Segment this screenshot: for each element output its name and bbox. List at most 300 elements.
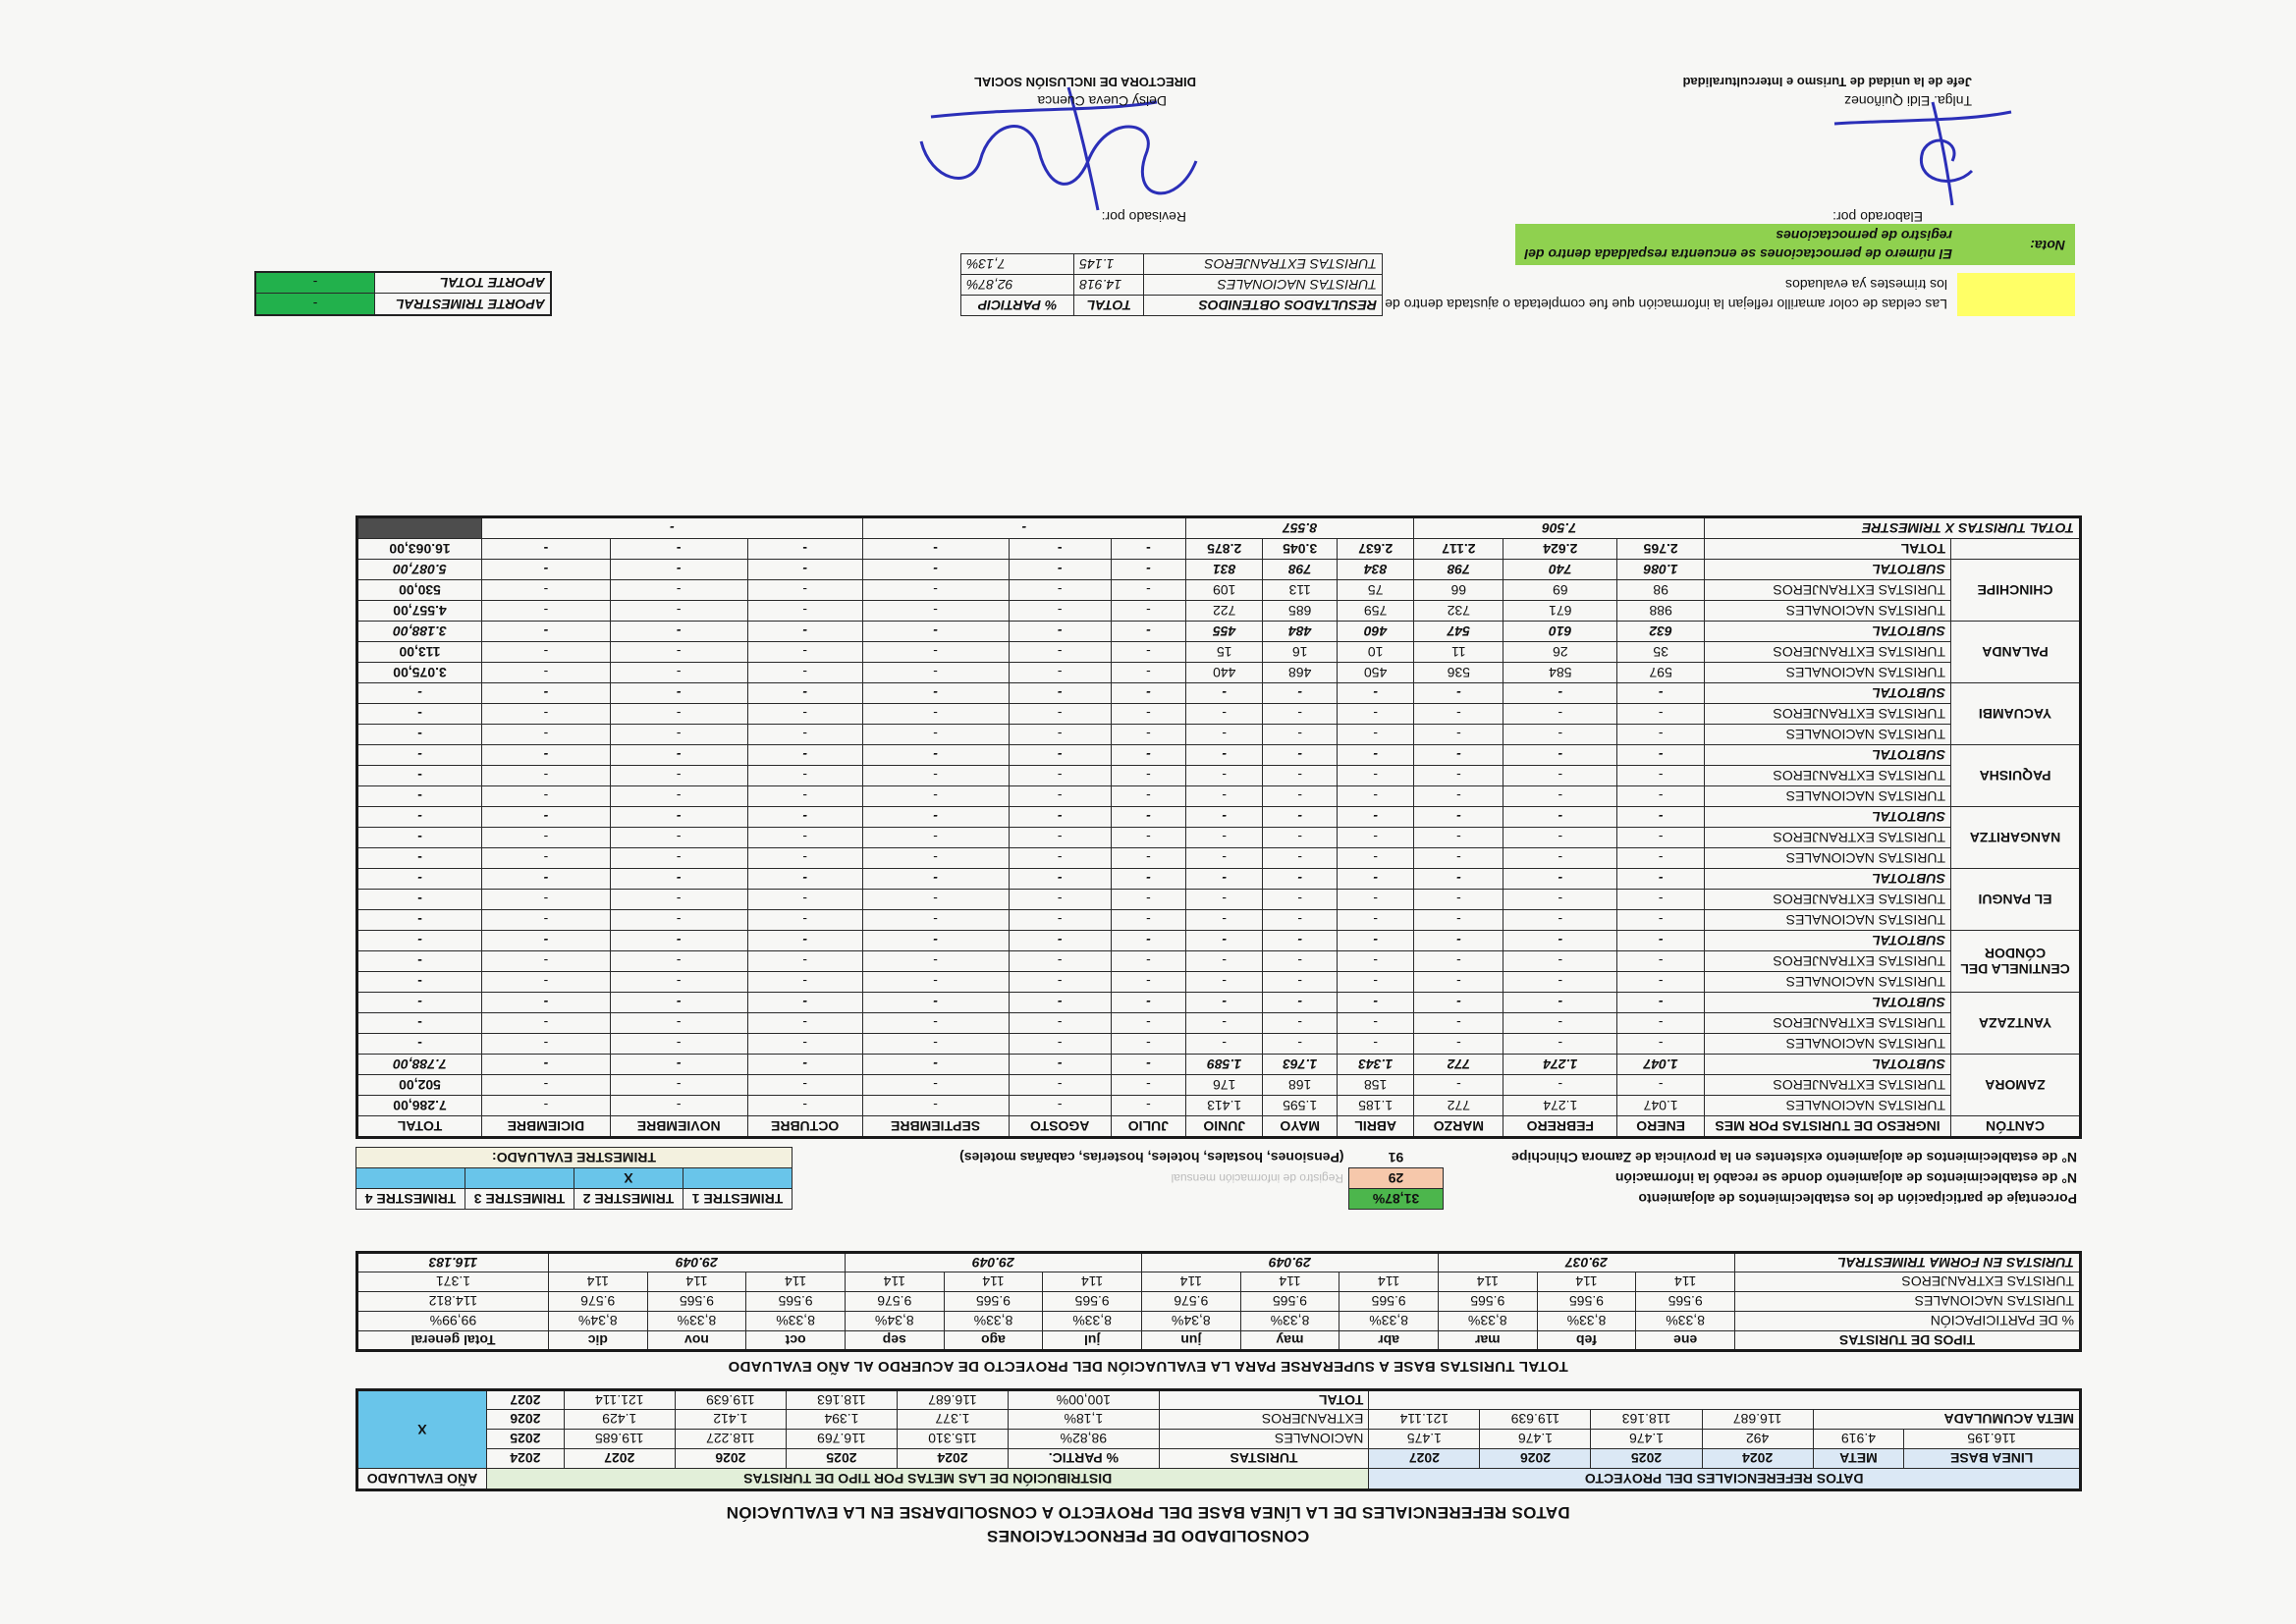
- month-cell: 740: [1503, 560, 1617, 580]
- month-cell: -: [1111, 663, 1185, 683]
- dist-cell: 116.687: [897, 1390, 1008, 1410]
- month-cell: -: [1414, 745, 1503, 766]
- month-cell: -: [1185, 890, 1263, 910]
- month-cell: -: [1111, 890, 1185, 910]
- month-cell: -: [1617, 993, 1705, 1013]
- base-cell: 114: [1636, 1272, 1735, 1292]
- month-cell: -: [747, 663, 862, 683]
- dist-cell: 1.429: [564, 1410, 675, 1430]
- month-cell: -: [862, 828, 1009, 848]
- month-cell: -: [1111, 683, 1185, 704]
- month-cell: -: [1503, 704, 1617, 725]
- base-cell: 114: [845, 1272, 944, 1292]
- row-total: 113,00: [357, 642, 482, 663]
- month-cell: -: [482, 766, 611, 786]
- month-cell: -: [1414, 766, 1503, 786]
- canton-name: CHINCHIPE: [1951, 560, 2081, 622]
- month-cell: -: [1111, 807, 1185, 828]
- month-cell: -: [747, 560, 862, 580]
- month-cell: -: [1414, 951, 1503, 972]
- month-cell: -: [862, 766, 1009, 786]
- month-cell: -: [747, 890, 862, 910]
- base-cell: 9.565: [1240, 1292, 1339, 1312]
- main-header-canton: CANTÓN: [1951, 1116, 2081, 1138]
- month-cell: 1.274: [1503, 1096, 1617, 1116]
- main-table: [355, 515, 2082, 1139]
- meta-acum-2027: 121.114: [1369, 1410, 1480, 1430]
- month-cell: -: [747, 766, 862, 786]
- month-cell: -: [482, 725, 611, 745]
- canton-row: [357, 580, 2081, 601]
- meta-2024: 492: [1702, 1430, 1813, 1449]
- month-cell: -: [1111, 745, 1185, 766]
- canton-row: [357, 663, 2081, 683]
- trimestral-label: TURISTAS EN FORMA TRIMESTRAL: [1735, 1253, 2081, 1272]
- month-cell: -: [482, 993, 611, 1013]
- year-2025: 2025: [487, 1430, 565, 1449]
- dist-col-2026: 2026: [675, 1449, 786, 1469]
- col-2027: 2027: [1369, 1449, 1480, 1469]
- month-cell: 1.274: [1503, 1055, 1617, 1075]
- month-cell: -: [747, 580, 862, 601]
- elaborado-title: Jefe de la unidad de Turismo e Interculturalidad: [1682, 75, 1972, 89]
- dist-cell: 1.377: [897, 1410, 1008, 1430]
- total-row-cell: 2.875: [1185, 539, 1263, 560]
- total-row-cell: -: [862, 539, 1009, 560]
- month-cell: -: [1111, 848, 1185, 869]
- month-cell: -: [482, 807, 611, 828]
- month-cell: -: [747, 704, 862, 725]
- row-total: -: [357, 848, 482, 869]
- trimestre-1: TRIMESTRE 1: [683, 1189, 793, 1210]
- main-header-total: TOTAL: [357, 1116, 482, 1138]
- month-cell: -: [1185, 848, 1263, 869]
- canton-row: [357, 951, 2081, 972]
- month-cell: -: [1617, 1013, 1705, 1034]
- trimestral-q4: 29.049: [548, 1253, 845, 1272]
- month-cell: 460: [1337, 622, 1413, 642]
- canton-row: [357, 1096, 2081, 1116]
- trim-row-q1: 7.506: [1414, 517, 1705, 539]
- canton-name: YACUAMBI: [1951, 683, 2081, 745]
- month-cell: 69: [1503, 580, 1617, 601]
- month-cell: -: [610, 972, 747, 993]
- base-cell: 114: [1438, 1272, 1537, 1292]
- row-type-label: TURISTAS EXTRANJEROS: [1705, 828, 1951, 848]
- month-cell: -: [862, 601, 1009, 622]
- month-cell: -: [1009, 993, 1111, 1013]
- month-cell: -: [1617, 745, 1705, 766]
- month-cell: -: [1617, 786, 1705, 807]
- month-cell: -: [1185, 683, 1263, 704]
- results-label: TURISTAS NACIONALES: [1144, 275, 1383, 296]
- month-cell: -: [1503, 828, 1617, 848]
- base-cell: 9.576: [548, 1292, 647, 1312]
- row-total: -: [357, 869, 482, 890]
- main-header-month: OCTUBRE: [747, 1116, 862, 1138]
- month-cell: -: [1009, 890, 1111, 910]
- month-cell: -: [482, 951, 611, 972]
- month-cell: -: [1111, 1075, 1185, 1096]
- month-cell: -: [482, 1013, 611, 1034]
- est-percent-value: 31,87%: [1349, 1189, 1444, 1210]
- month-cell: -: [1009, 910, 1111, 931]
- dist-cell: 1,18%: [1009, 1410, 1160, 1430]
- est-recabo-value: 29: [1349, 1168, 1444, 1189]
- month-cell: -: [1263, 1034, 1337, 1055]
- base-cell: 114: [1339, 1272, 1439, 1292]
- dist-cell: 119.639: [675, 1390, 786, 1410]
- month-cell: -: [1111, 951, 1185, 972]
- month-cell: -: [482, 1034, 611, 1055]
- month-cell: -: [1185, 828, 1263, 848]
- establishments-table: [355, 1147, 2082, 1210]
- month-cell: 450: [1337, 663, 1413, 683]
- base-cell: 8,33%: [1537, 1312, 1636, 1331]
- base-cell: 8,33%: [647, 1312, 746, 1331]
- month-cell: 610: [1503, 622, 1617, 642]
- row-type-label: TURISTAS EXTRANJEROS: [1705, 642, 1951, 663]
- month-cell: -: [482, 869, 611, 890]
- month-cell: -: [1009, 972, 1111, 993]
- base-cell: 9.565: [1339, 1292, 1439, 1312]
- canton-name: ZAMORA: [1951, 1055, 2081, 1116]
- base-header: mar: [1438, 1331, 1537, 1351]
- document-subtitle: DATOS REFERENCIALES DE LA LÍNEA BASE DEL PROYECTO A CONSOLIDARSE EN LA EVALUACIÓN: [726, 1503, 1570, 1522]
- month-cell: -: [1503, 972, 1617, 993]
- month-cell: -: [1009, 725, 1111, 745]
- month-cell: -: [862, 725, 1009, 745]
- row-type-label: SUBTOTAL: [1705, 1055, 1951, 1075]
- month-cell: -: [1503, 683, 1617, 704]
- canton-row: [357, 993, 2081, 1013]
- canton-row: [357, 560, 2081, 580]
- base-header: feb: [1537, 1331, 1636, 1351]
- total-row-cell: 3.045: [1263, 539, 1337, 560]
- aporte-total-label: APORTE TOTAL: [375, 272, 552, 294]
- month-cell: -: [862, 890, 1009, 910]
- month-cell: -: [610, 1013, 747, 1034]
- month-cell: -: [747, 1013, 862, 1034]
- trim-row-total: [357, 517, 482, 539]
- base-row-label: % DE PARTICIPACIÓN: [1735, 1312, 2081, 1331]
- base-header: dic: [548, 1331, 647, 1351]
- dist-col-2024: 2024: [897, 1449, 1008, 1469]
- aporte-table: [254, 271, 552, 316]
- linea-base-value: 116.195: [1904, 1430, 2081, 1449]
- total-row-blank: [1951, 539, 2081, 560]
- month-cell: -: [1414, 725, 1503, 745]
- trimestre-2: TRIMESTRE 2: [574, 1189, 683, 1210]
- month-cell: -: [1111, 972, 1185, 993]
- month-cell: 798: [1263, 560, 1337, 580]
- trim-row-label: TOTAL TURISTAS X TRIMESTRE: [1705, 517, 2081, 539]
- yellow-legend-swatch: [1957, 273, 2075, 316]
- base-cell: 8,34%: [845, 1312, 944, 1331]
- year-evaluated-title: AÑO EVALUADO: [357, 1469, 487, 1490]
- base-cell: 114: [746, 1272, 846, 1292]
- trim-mark-3: [465, 1168, 574, 1189]
- month-cell: -: [1414, 828, 1503, 848]
- dist-row-label: TOTAL: [1159, 1390, 1369, 1410]
- results-header: RESULTADOS OBTENIDOS: [1144, 296, 1383, 316]
- row-type-label: TURISTAS EXTRANJEROS: [1705, 704, 1951, 725]
- month-cell: -: [747, 848, 862, 869]
- base-cell: 9.565: [1043, 1292, 1142, 1312]
- row-type-label: TURISTAS NACIONALES: [1705, 972, 1951, 993]
- month-cell: -: [610, 1096, 747, 1116]
- canton-row: [357, 828, 2081, 848]
- month-cell: 597: [1617, 663, 1705, 683]
- row-type-label: SUBTOTAL: [1705, 993, 1951, 1013]
- month-cell: -: [747, 1055, 862, 1075]
- month-cell: -: [610, 931, 747, 951]
- main-header-ingreso: INGRESO DE TURISTAS POR MES: [1705, 1116, 1951, 1138]
- month-cell: -: [1414, 993, 1503, 1013]
- base-header: TIPOS DE TURISTAS: [1735, 1331, 2081, 1351]
- month-cell: 831: [1185, 560, 1263, 580]
- month-cell: -: [1263, 725, 1337, 745]
- main-header-month: NOVIEMBRE: [610, 1116, 747, 1138]
- reference-table: [355, 1388, 2082, 1491]
- month-cell: -: [1337, 1013, 1413, 1034]
- row-total: -: [357, 725, 482, 745]
- nota-box: [1515, 224, 2075, 265]
- row-total: -: [357, 766, 482, 786]
- month-cell: -: [862, 580, 1009, 601]
- meta-2026: 1.476: [1480, 1430, 1591, 1449]
- month-cell: -: [1263, 828, 1337, 848]
- row-type-label: SUBTOTAL: [1705, 745, 1951, 766]
- month-cell: -: [610, 890, 747, 910]
- canton-row: [357, 601, 2081, 622]
- meta-acum-2025: 118.163: [1591, 1410, 1702, 1430]
- month-cell: -: [1337, 869, 1413, 890]
- month-cell: -: [482, 786, 611, 807]
- month-cell: 759: [1337, 601, 1413, 622]
- row-type-label: SUBTOTAL: [1705, 622, 1951, 642]
- row-total: 5.087,00: [357, 560, 482, 580]
- trimestre-evaluado-title: TRIMESTRE EVALUADO:: [356, 1148, 793, 1168]
- canton-row: [357, 931, 2081, 951]
- row-total: -: [357, 910, 482, 931]
- row-type-label: TURISTAS NACIONALES: [1705, 601, 1951, 622]
- month-cell: 798: [1414, 560, 1503, 580]
- base-cell: 114: [1537, 1272, 1636, 1292]
- main-header-month: FEBRERO: [1503, 1116, 1617, 1138]
- col-2026: 2026: [1480, 1449, 1591, 1469]
- month-cell: -: [862, 869, 1009, 890]
- month-cell: -: [1503, 1075, 1617, 1096]
- month-cell: -: [1009, 663, 1111, 683]
- month-cell: -: [1009, 1055, 1111, 1075]
- month-cell: -: [482, 745, 611, 766]
- month-cell: 547: [1414, 622, 1503, 642]
- month-cell: -: [747, 622, 862, 642]
- base-cell: 9.576: [845, 1292, 944, 1312]
- month-cell: -: [610, 993, 747, 1013]
- month-cell: -: [1337, 951, 1413, 972]
- month-cell: 1.047: [1617, 1055, 1705, 1075]
- month-cell: -: [610, 1055, 747, 1075]
- month-cell: -: [1185, 869, 1263, 890]
- month-cell: -: [1009, 642, 1111, 663]
- base-cell: 9.565: [944, 1292, 1043, 1312]
- dist-cell: 121.114: [564, 1390, 675, 1410]
- est-total-label: N° de establecimientos de alojamiento existentes en la provincia de Zamora Chinchipe: [1511, 1150, 2077, 1165]
- month-cell: -: [1503, 890, 1617, 910]
- row-total: -: [357, 890, 482, 910]
- month-cell: -: [1337, 704, 1413, 725]
- base-cell: 8,33%: [1043, 1312, 1142, 1331]
- month-cell: -: [610, 704, 747, 725]
- base-row: [357, 1312, 2081, 1331]
- month-cell: -: [1617, 869, 1705, 890]
- month-cell: 455: [1185, 622, 1263, 642]
- total-row-cell: -: [482, 539, 611, 560]
- month-cell: 1.185: [1337, 1096, 1413, 1116]
- trim-row-q2: 8.557: [1185, 517, 1413, 539]
- base-row: [357, 1292, 2081, 1312]
- month-cell: -: [1503, 1034, 1617, 1055]
- row-total: -: [357, 931, 482, 951]
- month-cell: -: [482, 972, 611, 993]
- month-cell: -: [482, 931, 611, 951]
- base-header: Total general: [357, 1331, 549, 1351]
- nota-text: El número de pernoctaciones se encuentra respaldada dentro del registro de pernoctaciones: [1524, 228, 1952, 262]
- month-cell: -: [610, 683, 747, 704]
- row-total: -: [357, 1034, 482, 1055]
- base-cell: 8,33%: [944, 1312, 1043, 1331]
- row-type-label: TURISTAS EXTRANJEROS: [1705, 1075, 1951, 1096]
- month-cell: -: [1111, 622, 1185, 642]
- month-cell: -: [610, 1075, 747, 1096]
- month-cell: -: [1009, 951, 1111, 972]
- month-cell: -: [1263, 1013, 1337, 1034]
- est-total-value: 91: [1388, 1149, 1404, 1165]
- main-header-month: DICIEMBRE: [482, 1116, 611, 1138]
- month-cell: -: [1111, 1055, 1185, 1075]
- month-cell: -: [1337, 683, 1413, 704]
- trimestral-q2: 29.049: [1141, 1253, 1438, 1272]
- main-header-month: MAYO: [1263, 1116, 1337, 1138]
- month-cell: -: [747, 1096, 862, 1116]
- row-type-label: SUBTOTAL: [1705, 560, 1951, 580]
- month-cell: -: [610, 1034, 747, 1055]
- month-cell: -: [610, 601, 747, 622]
- trim-mark-2: X: [574, 1168, 683, 1189]
- col-2024: 2024: [1702, 1449, 1813, 1469]
- month-cell: -: [610, 745, 747, 766]
- month-cell: -: [482, 601, 611, 622]
- month-cell: 168: [1263, 1075, 1337, 1096]
- month-cell: -: [1414, 910, 1503, 931]
- month-cell: -: [1009, 1075, 1111, 1096]
- base-row-label: TURISTAS EXTRANJEROS: [1735, 1272, 2081, 1292]
- canton-row: [357, 725, 2081, 745]
- results-percent: 7,13%: [961, 254, 1074, 275]
- month-cell: -: [1185, 725, 1263, 745]
- row-type-label: TURISTAS NACIONALES: [1705, 786, 1951, 807]
- month-cell: -: [1503, 786, 1617, 807]
- month-cell: -: [1337, 786, 1413, 807]
- results-header: TOTAL: [1074, 296, 1144, 316]
- base-header: jul: [1043, 1331, 1142, 1351]
- main-header-month: SEPTIEMBRE: [862, 1116, 1009, 1138]
- total-row-cell: 2.624: [1503, 539, 1617, 560]
- dist-col-turistas: TURISTAS: [1159, 1449, 1369, 1469]
- month-cell: -: [1337, 725, 1413, 745]
- trim-mark-1: [683, 1168, 793, 1189]
- month-cell: -: [1111, 993, 1185, 1013]
- month-cell: -: [1414, 704, 1503, 725]
- base-row: [357, 1272, 2081, 1292]
- month-cell: -: [862, 704, 1009, 725]
- total-row-cell: 2.637: [1337, 539, 1413, 560]
- month-cell: -: [610, 807, 747, 828]
- month-cell: -: [482, 704, 611, 725]
- total-row-cell: -: [1111, 539, 1185, 560]
- month-cell: -: [1503, 910, 1617, 931]
- month-cell: -: [1009, 622, 1111, 642]
- month-cell: 109: [1185, 580, 1263, 601]
- month-cell: -: [610, 951, 747, 972]
- month-cell: -: [1414, 972, 1503, 993]
- month-cell: -: [1263, 704, 1337, 725]
- elaborado-label: Elaborado por:: [1832, 209, 1923, 225]
- month-cell: -: [1111, 786, 1185, 807]
- total-row-cell: 16.063,00: [357, 539, 482, 560]
- month-cell: 15: [1185, 642, 1263, 663]
- month-cell: -: [1503, 807, 1617, 828]
- base-cell: 8,33%: [1339, 1312, 1439, 1331]
- month-cell: 468: [1263, 663, 1337, 683]
- month-cell: -: [1263, 890, 1337, 910]
- row-total: -: [357, 972, 482, 993]
- month-cell: -: [862, 848, 1009, 869]
- month-cell: -: [1263, 786, 1337, 807]
- month-cell: -: [1617, 683, 1705, 704]
- base-header: oct: [746, 1331, 846, 1351]
- row-type-label: TURISTAS NACIONALES: [1705, 910, 1951, 931]
- month-cell: 16: [1263, 642, 1337, 663]
- dist-cell: 115.310: [897, 1430, 1008, 1449]
- row-total: -: [357, 951, 482, 972]
- month-cell: -: [1263, 807, 1337, 828]
- results-table: [960, 253, 1383, 316]
- canton-name: NANGARITZA: [1951, 807, 2081, 869]
- month-cell: -: [747, 745, 862, 766]
- row-type-label: TURISTAS EXTRANJEROS: [1705, 951, 1951, 972]
- month-cell: -: [1414, 683, 1503, 704]
- month-cell: -: [862, 931, 1009, 951]
- month-cell: -: [862, 786, 1009, 807]
- dist-cell: 1.394: [786, 1410, 897, 1430]
- row-type-label: TURISTAS EXTRANJEROS: [1705, 766, 1951, 786]
- month-cell: -: [1263, 931, 1337, 951]
- results-label: TURISTAS EXTRANJEROS: [1144, 254, 1383, 275]
- month-cell: 75: [1337, 580, 1413, 601]
- main-header-month: AGOSTO: [1009, 1116, 1111, 1138]
- month-cell: -: [1337, 1034, 1413, 1055]
- month-cell: -: [1617, 848, 1705, 869]
- dist-row-label: NACIONALES: [1159, 1430, 1369, 1449]
- dist-cell: 118.163: [786, 1390, 897, 1410]
- month-cell: 35: [1617, 642, 1705, 663]
- canton-name: CENTINELA DEL CÓNDOR: [1951, 931, 2081, 993]
- canton-row: [357, 848, 2081, 869]
- month-cell: 440: [1185, 663, 1263, 683]
